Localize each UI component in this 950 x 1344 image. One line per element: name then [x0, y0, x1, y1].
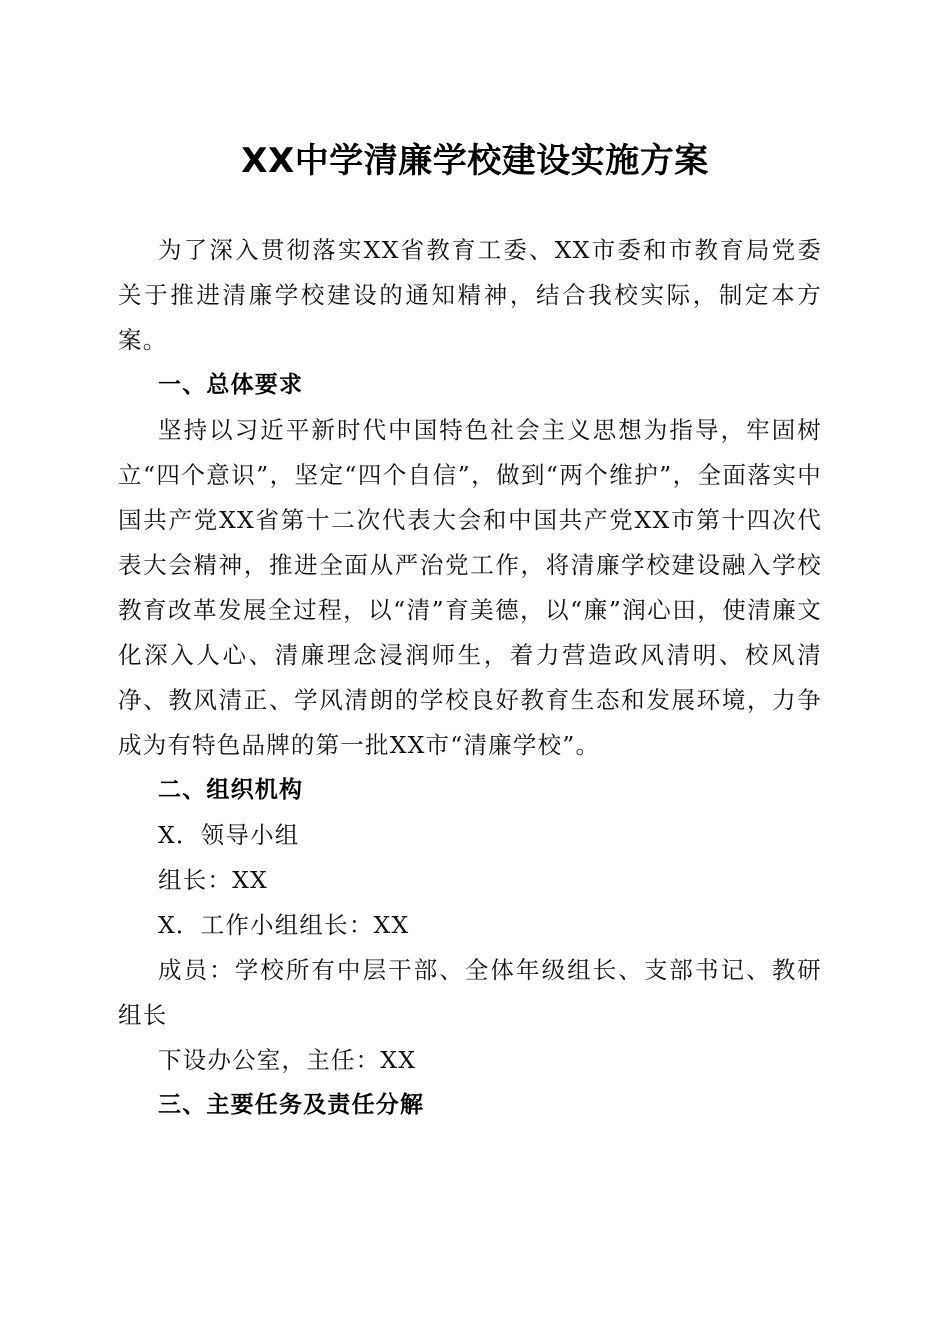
leader-line: 组长：XX	[158, 866, 268, 894]
leader-group-line: X．领导小组	[158, 821, 300, 849]
office-line: 下设办公室，主任：XX	[158, 1046, 417, 1074]
section-heading-organization: 二、组织机构	[158, 777, 304, 803]
general-requirements-paragraph: 坚持以习近平新时代中国特色社会主义思想为指导，牢固树立“四个意识”，坚定“四个自信”，做到“两个维护”，全面落实中国共产党XX省第十二次代表大会和中国共产党XX市第十四次代表大会精神，推进全面从严治党工作，将清廉学校建设融入学校教育改革发展全过程，以“清”育美德，以“廉”润心田，使清廉文化深入人心、清廉理念浸润师生，着力营造政风清明、校风清净、教风清正、学风清朗的学校良好教育生态和发展环境，力争成为有特色品牌的第一批XX市“清廉学校”。	[118, 416, 822, 759]
work-group-line: X．工作小组组长：XX	[158, 911, 410, 939]
section-heading-main-tasks: 三、主要任务及责任分解	[158, 1092, 425, 1118]
members-line: 成员：学校所有中层干部、全体年级组长、支部书记、教研组长	[118, 956, 822, 1029]
intro-paragraph: 为了深入贯彻落实XX省教育工委、XX市委和市教育局党委关于推进清廉学校建设的通知精神，结合我校实际，制定本方案。	[118, 236, 822, 354]
document-title: XX中学清廉学校建设实施方案	[241, 141, 709, 181]
document-body	[118, 228, 822, 1128]
section-heading-general-requirements: 一、总体要求	[158, 372, 304, 398]
